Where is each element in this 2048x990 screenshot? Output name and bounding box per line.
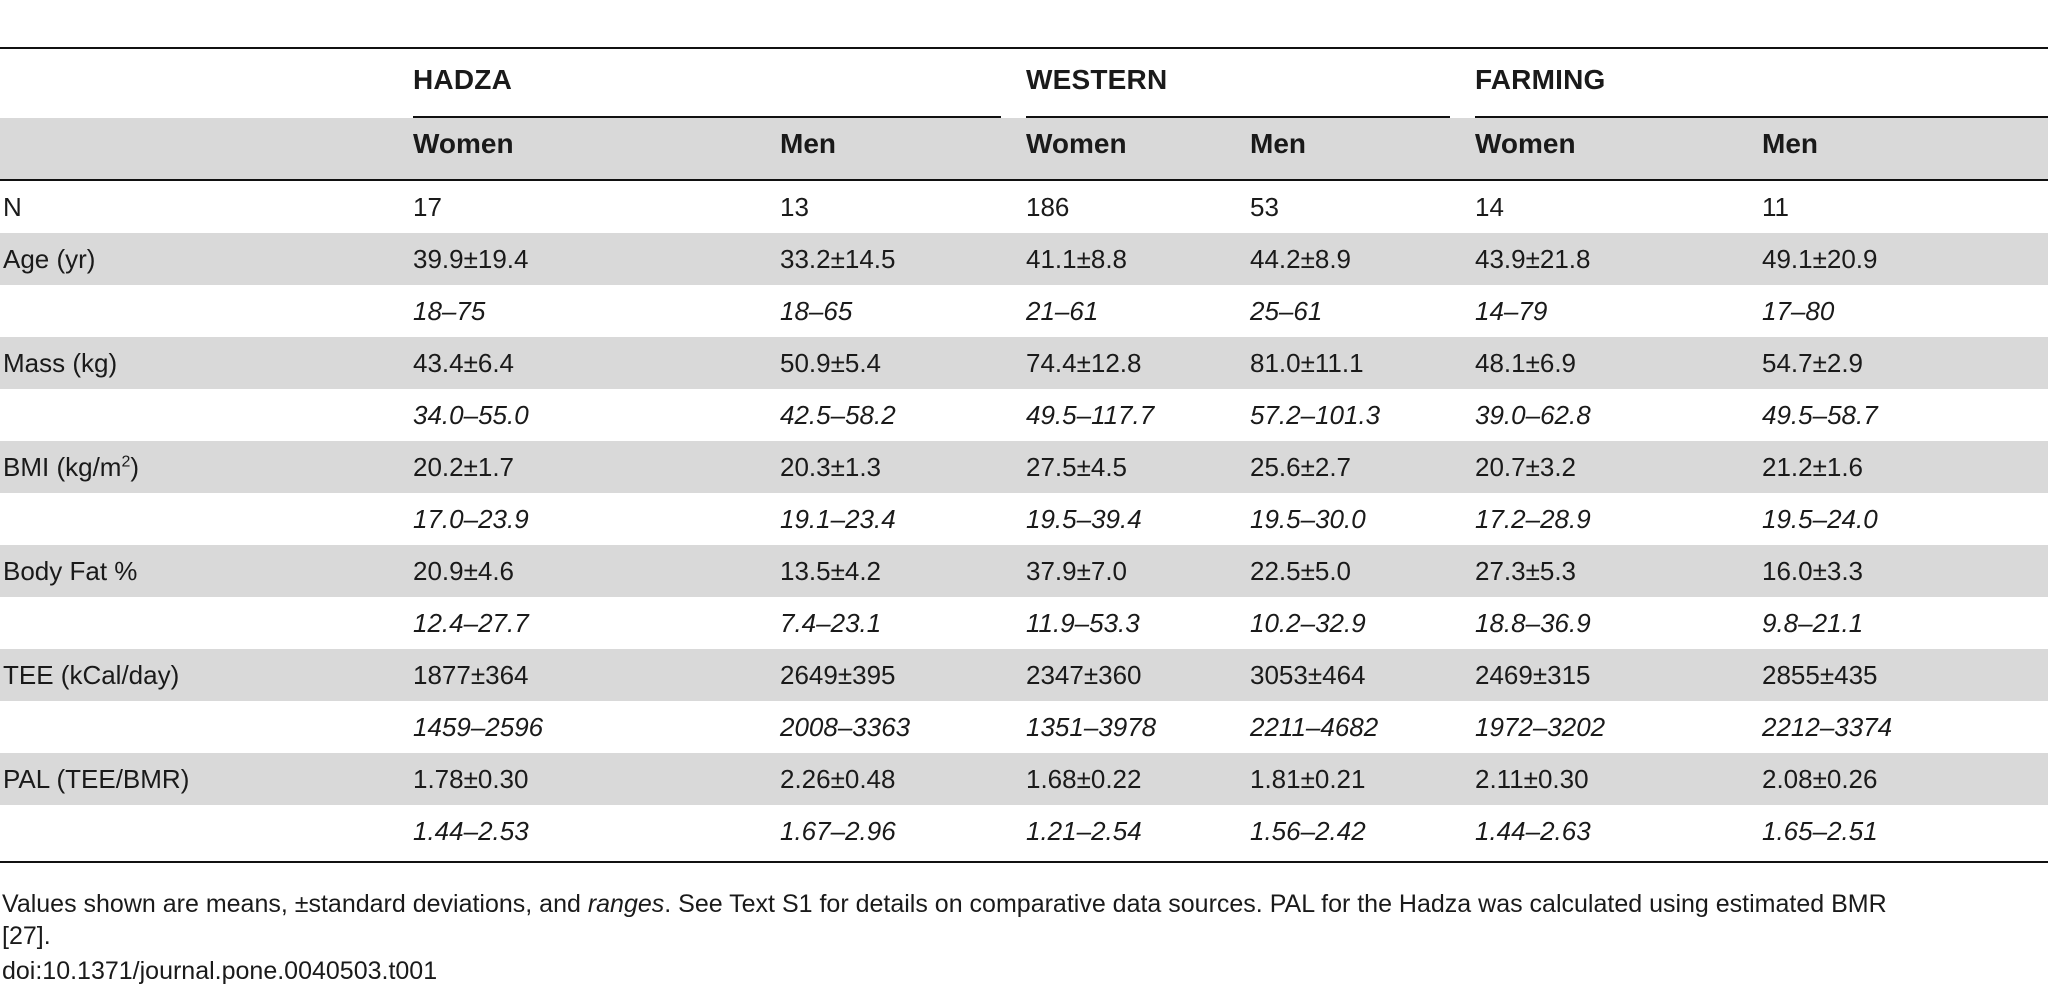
table-row: [0, 493, 2048, 545]
range-cell: 1.21–2.54: [1026, 816, 1142, 846]
subheader-women-farming: Women: [1475, 128, 1576, 159]
subheader-men-hadza: Men: [780, 128, 836, 159]
range-cell: 18.8–36.9: [1475, 608, 1591, 638]
value-cell: 44.2±8.9: [1250, 244, 1352, 274]
value-cell: 2.26±0.48: [780, 764, 896, 794]
range-cell: 18–75: [413, 296, 486, 326]
range-cell: 17–80: [1762, 296, 1835, 326]
range-cell: 18–65: [780, 296, 853, 326]
footnote-citation: [27].: [2, 922, 51, 950]
value-cell: 16.0±3.3: [1762, 556, 1864, 586]
row-label-text: Age (yr): [3, 244, 96, 274]
value-cell: 13.5±4.2: [780, 556, 882, 586]
value-cell: 43.9±21.8: [1475, 244, 1591, 274]
table-row: [0, 285, 2048, 337]
row-label-end: ): [130, 452, 140, 482]
range-cell: 7.4–23.1: [780, 608, 882, 638]
range-cell: 19.1–23.4: [780, 504, 896, 534]
value-cell: 27.3±5.3: [1475, 556, 1577, 586]
value-cell: 54.7±2.9: [1762, 348, 1864, 378]
range-cell: 2008–3363: [780, 712, 911, 742]
value-cell: 81.0±11.1: [1250, 348, 1364, 378]
footnote-ranges-italic: ranges: [587, 890, 665, 918]
range-cell: 19.5–30.0: [1250, 504, 1366, 534]
value-cell: 25.6±2.7: [1250, 452, 1352, 482]
range-cell: 1459–2596: [413, 712, 544, 742]
range-cell: 42.5–58.2: [780, 400, 896, 430]
row-label: [3, 649, 179, 701]
row-label-text: Mass (kg): [3, 348, 118, 378]
row-label: [3, 233, 95, 285]
subheader-women-hadza: Women: [413, 128, 514, 159]
value-cell: 21.2±1.6: [1762, 452, 1864, 482]
value-cell: 14: [1475, 192, 1504, 222]
value-cell: 53: [1250, 192, 1279, 222]
row-label-superscript: 2: [121, 453, 131, 471]
table-row: [0, 441, 2048, 493]
table-top-rule: [0, 47, 2048, 49]
table-row: [0, 233, 2048, 285]
table-row: [0, 545, 2048, 597]
range-cell: 19.5–39.4: [1026, 504, 1142, 534]
row-label-text: PAL (TEE/BMR): [3, 764, 190, 794]
value-cell: 41.1±8.8: [1026, 244, 1128, 274]
value-cell: 2469±315: [1475, 660, 1591, 690]
value-cell: 186: [1026, 192, 1070, 222]
value-cell: 39.9±19.4: [413, 244, 529, 274]
range-cell: 1972–3202: [1475, 712, 1606, 742]
value-cell: 2855±435: [1762, 660, 1878, 690]
range-cell: 1.67–2.96: [780, 816, 896, 846]
value-cell: 20.7±3.2: [1475, 452, 1577, 482]
row-label-text: N: [3, 192, 22, 222]
range-cell: 49.5–58.7: [1762, 400, 1878, 430]
range-cell: 1.65–2.51: [1762, 816, 1878, 846]
value-cell: 27.5±4.5: [1026, 452, 1128, 482]
value-cell: 13: [780, 192, 809, 222]
row-label: [3, 181, 22, 233]
value-cell: 1.81±0.21: [1250, 764, 1366, 794]
value-cell: 2.08±0.26: [1762, 764, 1878, 794]
footnote-text-1: Values shown are means, ±standard deviations, and: [2, 890, 588, 918]
table-row: [0, 649, 2048, 701]
range-cell: 14–79: [1475, 296, 1548, 326]
range-cell: 49.5–117.7: [1026, 400, 1155, 430]
row-label: [3, 753, 189, 805]
value-cell: 20.3±1.3: [780, 452, 882, 482]
range-cell: 2212–3374: [1762, 712, 1893, 742]
subheader-men-farming: Men: [1762, 128, 1818, 159]
range-cell: 39.0–62.8: [1475, 400, 1591, 430]
range-cell: 1.56–2.42: [1250, 816, 1366, 846]
range-cell: 17.2–28.9: [1475, 504, 1591, 534]
subheader-row: [0, 118, 2048, 179]
group-header-farming: FARMING: [1475, 64, 1606, 95]
table-row: [0, 753, 2048, 805]
range-cell: 9.8–21.1: [1762, 608, 1864, 638]
value-cell: 22.5±5.0: [1250, 556, 1352, 586]
value-cell: 2649±395: [780, 660, 896, 690]
value-cell: 1.68±0.22: [1026, 764, 1142, 794]
row-label-text: BMI (kg/m: [3, 452, 122, 482]
range-cell: 2211–4682: [1250, 712, 1379, 742]
value-cell: 49.1±20.9: [1762, 244, 1878, 274]
value-cell: 33.2±14.5: [780, 244, 896, 274]
table-footnote: [2, 888, 1887, 920]
subheader-men-western: Men: [1250, 128, 1306, 159]
group-header-western: WESTERN: [1026, 64, 1168, 95]
range-cell: 25–61: [1250, 296, 1323, 326]
row-label-text: Body Fat %: [3, 556, 138, 586]
table-row: [0, 389, 2048, 441]
value-cell: 20.9±4.6: [413, 556, 515, 586]
row-label-text: TEE (kCal/day): [3, 660, 180, 690]
footnote-text-2: . See Text S1 for details on comparative data sources. PAL for the Hadza was calculated using estimated BMR: [664, 890, 1887, 918]
range-cell: 1351–3978: [1026, 712, 1157, 742]
value-cell: 17: [413, 192, 442, 222]
value-cell: 43.4±6.4: [413, 348, 515, 378]
range-cell: 1.44–2.53: [413, 816, 529, 846]
table-bottom-rule: [0, 861, 2048, 863]
table-row: [0, 181, 2048, 233]
value-cell: 2.11±0.30: [1475, 764, 1589, 794]
value-cell: 1877±364: [413, 660, 529, 690]
range-cell: 1.44–2.63: [1475, 816, 1591, 846]
value-cell: 48.1±6.9: [1475, 348, 1577, 378]
row-label: [3, 337, 117, 389]
table-row: [0, 597, 2048, 649]
doi-link[interactable]: doi:10.1371/journal.pone.0040503.t001: [2, 957, 438, 985]
range-cell: 19.5–24.0: [1762, 504, 1878, 534]
value-cell: 2347±360: [1026, 660, 1142, 690]
row-label: [3, 441, 139, 493]
table-row: [0, 701, 2048, 753]
range-cell: 12.4–27.7: [413, 608, 529, 638]
range-cell: 10.2–32.9: [1250, 608, 1366, 638]
value-cell: 37.9±7.0: [1026, 556, 1128, 586]
table-row: [0, 805, 2048, 857]
range-cell: 17.0–23.9: [413, 504, 529, 534]
value-cell: 74.4±12.8: [1026, 348, 1142, 378]
value-cell: 20.2±1.7: [413, 452, 515, 482]
value-cell: 1.78±0.30: [413, 764, 529, 794]
subheader-women-western: Women: [1026, 128, 1127, 159]
range-cell: 21–61: [1026, 296, 1099, 326]
range-cell: 57.2–101.3: [1250, 400, 1381, 430]
value-cell: 11: [1762, 192, 1789, 222]
table-row: [0, 337, 2048, 389]
row-label: [3, 545, 137, 597]
group-header-hadza: HADZA: [413, 64, 512, 95]
range-cell: 34.0–55.0: [413, 400, 529, 430]
range-cell: 11.9–53.3: [1026, 608, 1140, 638]
value-cell: 3053±464: [1250, 660, 1366, 690]
value-cell: 50.9±5.4: [780, 348, 882, 378]
